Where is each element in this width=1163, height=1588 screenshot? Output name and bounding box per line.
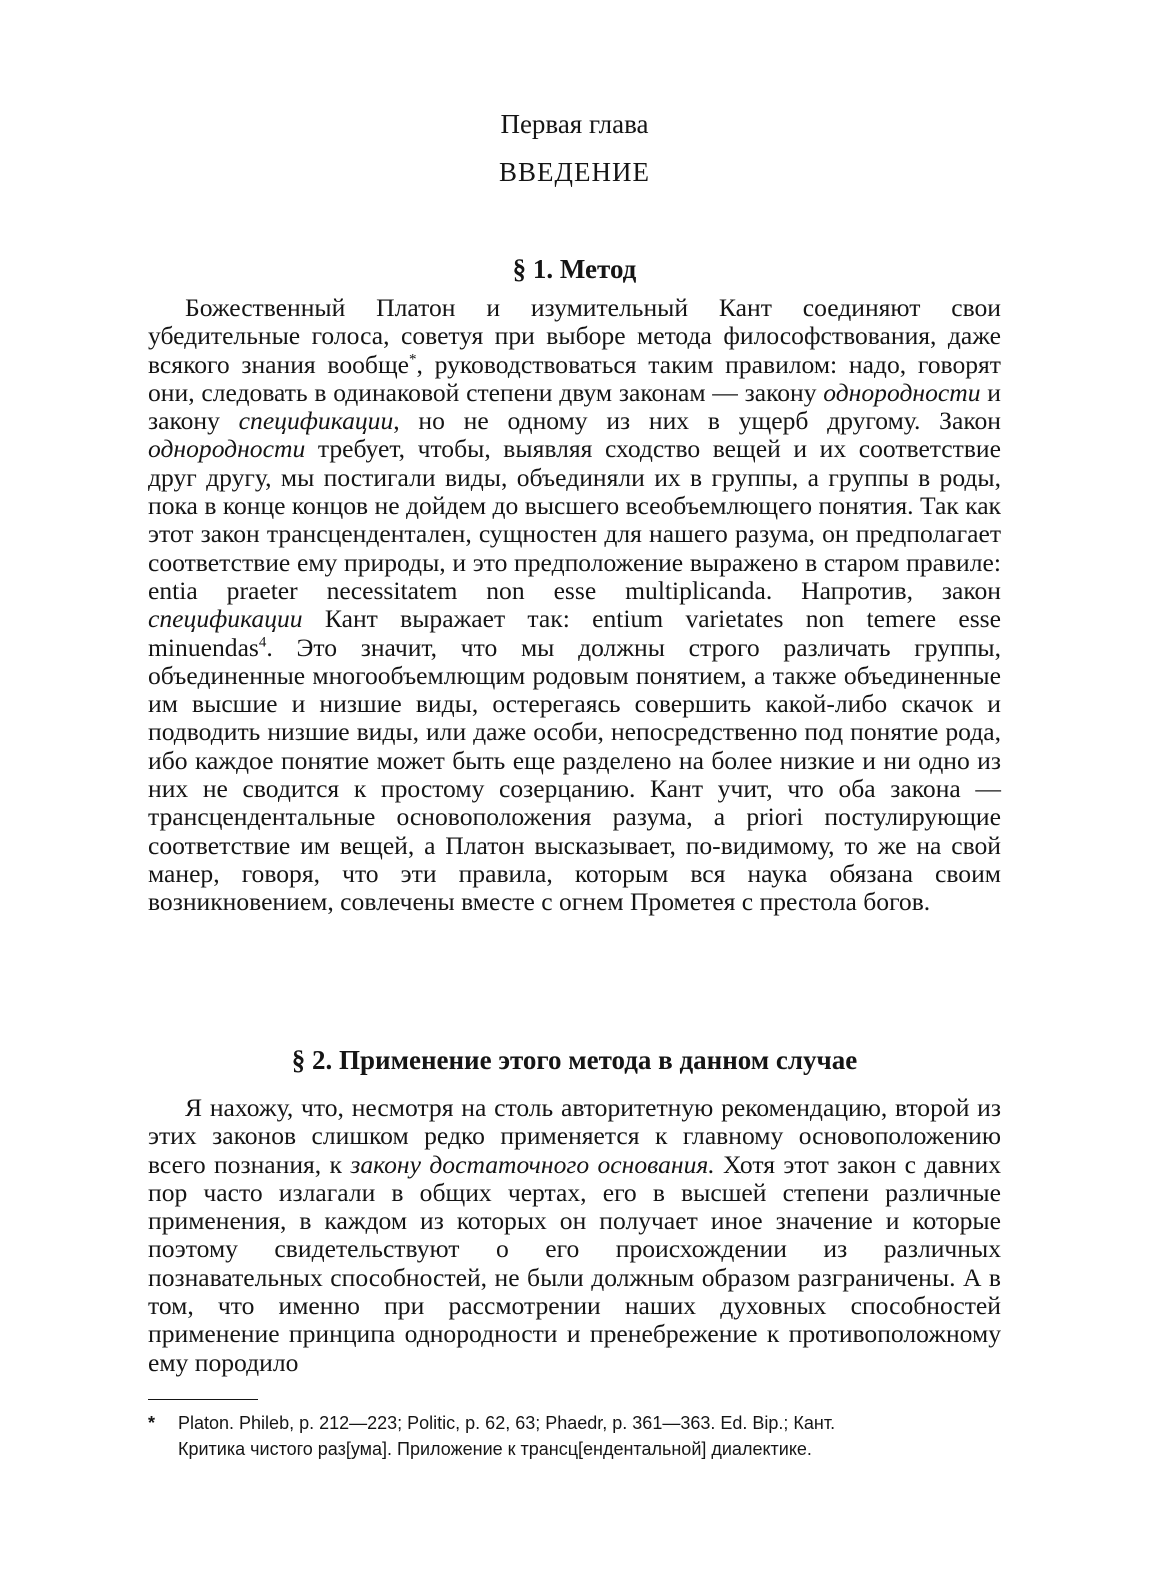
footnote-reference-marker: 4: [258, 634, 267, 651]
term-specification: спецификации: [238, 406, 394, 436]
section-2-text-a: Я нахожу, что, несмотря на столь авторитетную рекомендацию, второй из этих законов слишком редко применяется к главному основоположению всего познания, к: [148, 1093, 1001, 1179]
section-1-text-b: , руководствоваться таким правилом: надо, говорят они, следовать в одинаковой степени двум законам — закону: [148, 349, 1001, 407]
section-1-paragraph: [148, 294, 1001, 917]
book-page: [148, 0, 1001, 1588]
term-homogeneity: однородности: [823, 377, 981, 407]
footnote-line-1: [148, 1410, 1001, 1436]
term-specification: спецификации: [148, 604, 303, 634]
section-1-text-j: Кант выражает так: entium varietates non temere esse minuendas: [148, 604, 1001, 662]
section-2-text-c: Хотя этот закон с давних пор часто излагали в общих чертах, его в высшей степени различные применения, в каждом из которых он получает иное значение и которые поэтому свидетельствуют о его происхождении из различных познавательных способностей, не были должным образом разграничены. А в том, что именно при рассмотрении наших духовных способностей применение принципа однородности и пренебрежение к противоположному ему породило: [148, 1149, 1001, 1377]
footnote-mark: *: [148, 1413, 156, 1433]
term-sufficient-reason: закону достаточного основания.: [350, 1149, 715, 1179]
section-2-heading: § 2. Применение этого метода в данном случае: [291, 1045, 858, 1075]
footnote-text-2: Критика чистого раз[ума]. Приложение к трансц[ендентальной] диалектике.: [178, 1439, 812, 1459]
section-1-text-d: и закону: [148, 377, 1001, 436]
section-1-text-h: требует, чтобы, выявляя сходство вещей и их соответствие друг другу, мы постигали виды, объединяли их в группы, а группы в роды, пока в конце концов не дойдем до высшего всеобъемлющего понятия. Так как этот закон трансценденталeн, сущностен для нашего разума, он предполагает соответствие ему природы, и это предположение выражено в старом правиле: entia praeter necessitatem non esse multiplicanda. Напротив, закон: [148, 434, 1001, 605]
section-2-paragraph: [148, 1094, 1001, 1377]
chapter-title: ВВЕДЕНИЕ: [499, 157, 650, 187]
footnote-reference-marker: *: [409, 351, 417, 368]
footnote-text-1: Platon. Phileb, p. 212—223; Politic, p. 62, 63; Phaedr, p. 361—363. Ed. Bip.; Кант.: [178, 1413, 836, 1433]
footnote: [148, 1410, 1001, 1462]
chapter-label: Первая глава: [500, 109, 649, 139]
section-1-text-f: , но не одному из них в ущерб другому. Закон: [393, 406, 1001, 436]
section-1-text-a: Божественный Платон и изумительный Кант соединяют свои убедительные голоса, советуя при выборе метода философствования, даже всякого знания вообще: [148, 293, 1001, 379]
section-1-text-k: . Это значит, что мы должны строго различать группы, объединенные многообъемлющим родовым понятием, а также объединенные им высшие и низшие виды, остерегаясь совершить какой-либо скачок и подводить низшие виды, или даже особи, непосредственно под понятие рода, ибо каждое понятие может быть еще разделено на более низкие и ни одно из них не сводится к простому созерцанию. Кант учит, что оба закона — трансцендентальные основоположения разума, a priori постулирующие соответствие им вещей, а Платон высказывает, по-видимому, то же на свой манер, говоря, что эти правила, которым вся наука обязана своим возникновением, совлечены вместе с огнем Прометея с престола богов.: [148, 632, 1001, 917]
footnote-divider: [148, 1399, 258, 1400]
term-homogeneity: однородности: [148, 434, 306, 464]
section-1-heading: § 1. Метод: [512, 254, 637, 284]
